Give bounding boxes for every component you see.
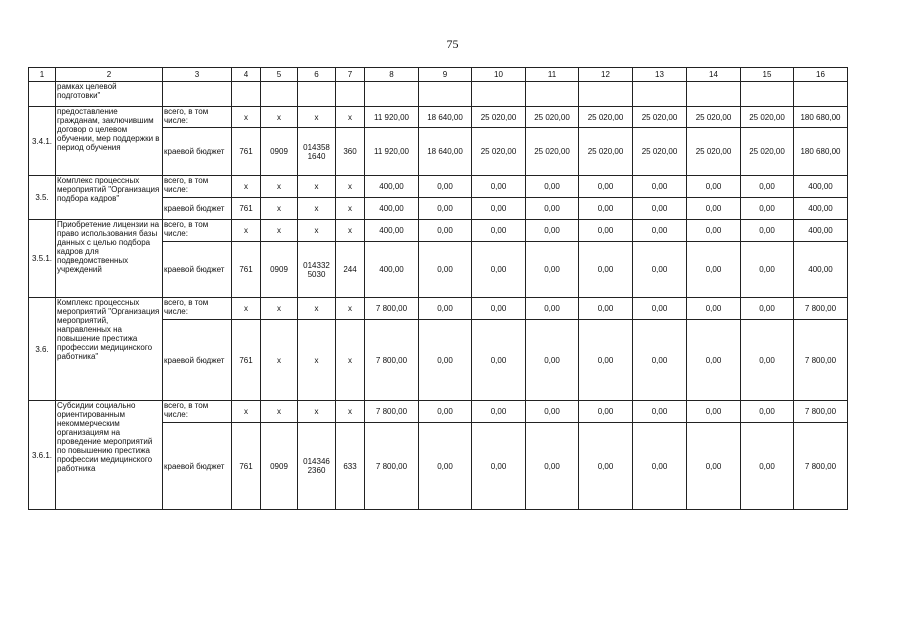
funding-source: всего, в том числе: <box>163 107 232 128</box>
amount-cell: 25 020,00 <box>687 128 741 176</box>
amount-cell: 7 800,00 <box>365 320 419 401</box>
amount-cell: 0,00 <box>419 220 472 242</box>
row-group <box>29 220 848 298</box>
row-group <box>29 298 848 401</box>
amount-cell: 0,00 <box>419 176 472 198</box>
header-row <box>29 68 848 82</box>
code-cell: x <box>261 107 298 128</box>
amount-cell: 25 020,00 <box>472 107 526 128</box>
amount-cell: 400,00 <box>794 176 848 198</box>
code-cell: x <box>261 220 298 242</box>
code-cell: 761 <box>232 242 261 298</box>
amount-cell: 0,00 <box>579 320 633 401</box>
amount-cell: 0,00 <box>526 298 579 320</box>
code-cell: 0909 <box>261 423 298 510</box>
header-cell: 16 <box>794 68 848 82</box>
amount-cell: 400,00 <box>365 242 419 298</box>
amount-cell: 400,00 <box>365 176 419 198</box>
amount-cell: 25 020,00 <box>472 128 526 176</box>
amount-cell: 0,00 <box>633 176 687 198</box>
amount-cell: 7 800,00 <box>365 401 419 423</box>
code-cell: 014358 1640 <box>298 128 336 176</box>
amount-cell: 0,00 <box>687 423 741 510</box>
code-cell: 360 <box>336 128 365 176</box>
code-cell: x <box>261 401 298 423</box>
code-cell: x <box>336 298 365 320</box>
row-number: 3.5. <box>29 176 56 220</box>
amount-cell: 0,00 <box>472 242 526 298</box>
amount-cell: 0,00 <box>741 320 794 401</box>
amount-cell: 0,00 <box>687 242 741 298</box>
header-cell: 2 <box>56 68 163 82</box>
code-cell: 014332 5030 <box>298 242 336 298</box>
amount-cell: 0,00 <box>633 220 687 242</box>
amount-cell: 18 640,00 <box>419 128 472 176</box>
amount-cell: 25 020,00 <box>526 107 579 128</box>
code-cell: x <box>298 107 336 128</box>
amount-cell: 0,00 <box>472 320 526 401</box>
header-cell: 6 <box>298 68 336 82</box>
amount-cell: 25 020,00 <box>741 107 794 128</box>
page-number: 75 <box>446 37 459 51</box>
amount-cell: 0,00 <box>579 423 633 510</box>
code-cell: x <box>261 298 298 320</box>
row-description: предоставление гражданам, заключившим договор о целевом обучении, мер поддержки в период обучения <box>56 107 163 176</box>
code-cell: x <box>298 320 336 401</box>
amount-cell: 0,00 <box>579 220 633 242</box>
funding-source: краевой бюджет <box>163 198 232 220</box>
row-number: 3.6. <box>29 298 56 401</box>
header-cell: 12 <box>579 68 633 82</box>
amount-cell: 0,00 <box>419 198 472 220</box>
amount-cell: 0,00 <box>633 298 687 320</box>
amount-cell: 0,00 <box>526 242 579 298</box>
code-cell: x <box>336 176 365 198</box>
header-cell: 5 <box>261 68 298 82</box>
code-cell: x <box>336 107 365 128</box>
amount-cell: 0,00 <box>419 401 472 423</box>
row-description: рамках целевой подготовки" <box>56 82 163 107</box>
funding-source: всего, в том числе: <box>163 220 232 242</box>
amount-cell: 25 020,00 <box>741 128 794 176</box>
funding-source: краевой бюджет <box>163 320 232 401</box>
amount-cell: 0,00 <box>419 242 472 298</box>
amount-cell: 400,00 <box>365 220 419 242</box>
amount-cell: 180 680,00 <box>794 107 848 128</box>
amount-cell: 0,00 <box>419 320 472 401</box>
funding-source: краевой бюджет <box>163 423 232 510</box>
row-description: Комплекс процессных мероприятий "Организация мероприятий, направленных на повышение престижа профессии медицинского работника" <box>56 298 163 401</box>
row-number <box>29 82 56 107</box>
code-cell: x <box>298 401 336 423</box>
amount-cell: 0,00 <box>633 401 687 423</box>
amount-cell: 0,00 <box>741 242 794 298</box>
code-cell: x <box>232 176 261 198</box>
amount-cell: 400,00 <box>794 242 848 298</box>
amount-cell: 0,00 <box>472 298 526 320</box>
amount-cell: 25 020,00 <box>687 107 741 128</box>
code-cell: 633 <box>336 423 365 510</box>
header-cell: 1 <box>29 68 56 82</box>
funding-source: всего, в том числе: <box>163 176 232 198</box>
amount-cell: 0,00 <box>633 242 687 298</box>
code-cell: 244 <box>336 242 365 298</box>
row-group <box>29 401 848 510</box>
amount-cell: 11 920,00 <box>365 128 419 176</box>
code-cell: x <box>298 298 336 320</box>
table-row <box>29 220 848 242</box>
amount-cell: 7 800,00 <box>794 423 848 510</box>
amount-cell: 0,00 <box>687 298 741 320</box>
row-description: Приобретение лицензии на право использования базы данных с целью подбора кадров для подведомственных учреждений <box>56 220 163 298</box>
amount-cell: 0,00 <box>741 298 794 320</box>
code-cell: x <box>298 220 336 242</box>
amount-cell: 0,00 <box>526 220 579 242</box>
amount-cell: 7 800,00 <box>794 298 848 320</box>
amount-cell: 0,00 <box>526 401 579 423</box>
code-cell: 761 <box>232 198 261 220</box>
amount-cell: 25 020,00 <box>633 128 687 176</box>
amount-cell: 0,00 <box>741 401 794 423</box>
amount-cell: 400,00 <box>365 198 419 220</box>
code-cell: x <box>232 401 261 423</box>
code-cell: x <box>336 401 365 423</box>
code-cell: 761 <box>232 423 261 510</box>
amount-cell: 0,00 <box>687 401 741 423</box>
amount-cell: 0,00 <box>579 176 633 198</box>
code-cell: x <box>336 320 365 401</box>
amount-cell: 11 920,00 <box>365 107 419 128</box>
amount-cell: 25 020,00 <box>579 128 633 176</box>
code-cell: 0909 <box>261 128 298 176</box>
amount-cell: 0,00 <box>579 242 633 298</box>
amount-cell: 0,00 <box>579 401 633 423</box>
header-cell: 8 <box>365 68 419 82</box>
code-cell: x <box>336 220 365 242</box>
amount-cell: 400,00 <box>794 220 848 242</box>
row-group <box>29 176 848 220</box>
amount-cell: 0,00 <box>579 198 633 220</box>
header-cell: 4 <box>232 68 261 82</box>
code-cell: x <box>232 298 261 320</box>
code-cell: x <box>261 320 298 401</box>
amount-cell: 25 020,00 <box>633 107 687 128</box>
header-cell: 13 <box>633 68 687 82</box>
code-cell: 761 <box>232 320 261 401</box>
header-cell: 10 <box>472 68 526 82</box>
amount-cell: 0,00 <box>472 401 526 423</box>
amount-cell: 0,00 <box>687 176 741 198</box>
table-row <box>29 107 848 128</box>
amount-cell: 0,00 <box>687 220 741 242</box>
funding-source: всего, в том числе: <box>163 401 232 423</box>
amount-cell: 7 800,00 <box>794 320 848 401</box>
amount-cell: 7 800,00 <box>365 298 419 320</box>
header-cell: 15 <box>741 68 794 82</box>
amount-cell: 0,00 <box>741 423 794 510</box>
amount-cell: 7 800,00 <box>365 423 419 510</box>
header-cell: 14 <box>687 68 741 82</box>
header-cell: 9 <box>419 68 472 82</box>
code-cell: x <box>232 107 261 128</box>
amount-cell: 25 020,00 <box>579 107 633 128</box>
row-number: 3.5.1. <box>29 220 56 298</box>
amount-cell: 0,00 <box>687 320 741 401</box>
row-number: 3.6.1. <box>29 401 56 510</box>
amount-cell: 0,00 <box>472 176 526 198</box>
amount-cell: 0,00 <box>472 220 526 242</box>
amount-cell: 0,00 <box>741 198 794 220</box>
funding-source: краевой бюджет <box>163 242 232 298</box>
budget-table <box>28 67 848 510</box>
amount-cell: 180 680,00 <box>794 128 848 176</box>
code-cell: 0909 <box>261 242 298 298</box>
amount-cell: 0,00 <box>526 320 579 401</box>
row-description: Комплекс процессных мероприятий "Организация подбора кадров" <box>56 176 163 220</box>
amount-cell: 0,00 <box>741 220 794 242</box>
amount-cell: 0,00 <box>741 176 794 198</box>
table-row <box>29 82 848 107</box>
funding-source: всего, в том числе: <box>163 298 232 320</box>
amount-cell: 0,00 <box>419 298 472 320</box>
amount-cell: 0,00 <box>526 176 579 198</box>
amount-cell: 7 800,00 <box>794 401 848 423</box>
header-cell: 3 <box>163 68 232 82</box>
amount-cell: 0,00 <box>633 198 687 220</box>
amount-cell: 0,00 <box>419 423 472 510</box>
amount-cell: 0,00 <box>633 423 687 510</box>
amount-cell: 0,00 <box>687 198 741 220</box>
row-group <box>29 107 848 176</box>
table-row <box>29 401 848 423</box>
amount-cell: 25 020,00 <box>526 128 579 176</box>
code-cell: x <box>298 198 336 220</box>
amount-cell: 400,00 <box>794 198 848 220</box>
amount-cell: 0,00 <box>526 423 579 510</box>
code-cell: x <box>261 198 298 220</box>
amount-cell: 0,00 <box>633 320 687 401</box>
funding-source: краевой бюджет <box>163 128 232 176</box>
code-cell: x <box>232 220 261 242</box>
header-cell: 11 <box>526 68 579 82</box>
row-description: Субсидии социально ориентированным некоммерческим организациям на проведение мероприятий по повышению престижа профессии медицинского работника <box>56 401 163 510</box>
amount-cell: 0,00 <box>472 198 526 220</box>
table-row <box>29 176 848 198</box>
code-cell: 014346 2360 <box>298 423 336 510</box>
amount-cell: 18 640,00 <box>419 107 472 128</box>
code-cell: 761 <box>232 128 261 176</box>
amount-cell: 0,00 <box>526 198 579 220</box>
row-number: 3.4.1. <box>29 107 56 176</box>
code-cell: x <box>336 198 365 220</box>
amount-cell: 0,00 <box>579 298 633 320</box>
header-cell: 7 <box>336 68 365 82</box>
code-cell: x <box>261 176 298 198</box>
amount-cell: 0,00 <box>472 423 526 510</box>
code-cell: x <box>298 176 336 198</box>
table-row <box>29 298 848 320</box>
